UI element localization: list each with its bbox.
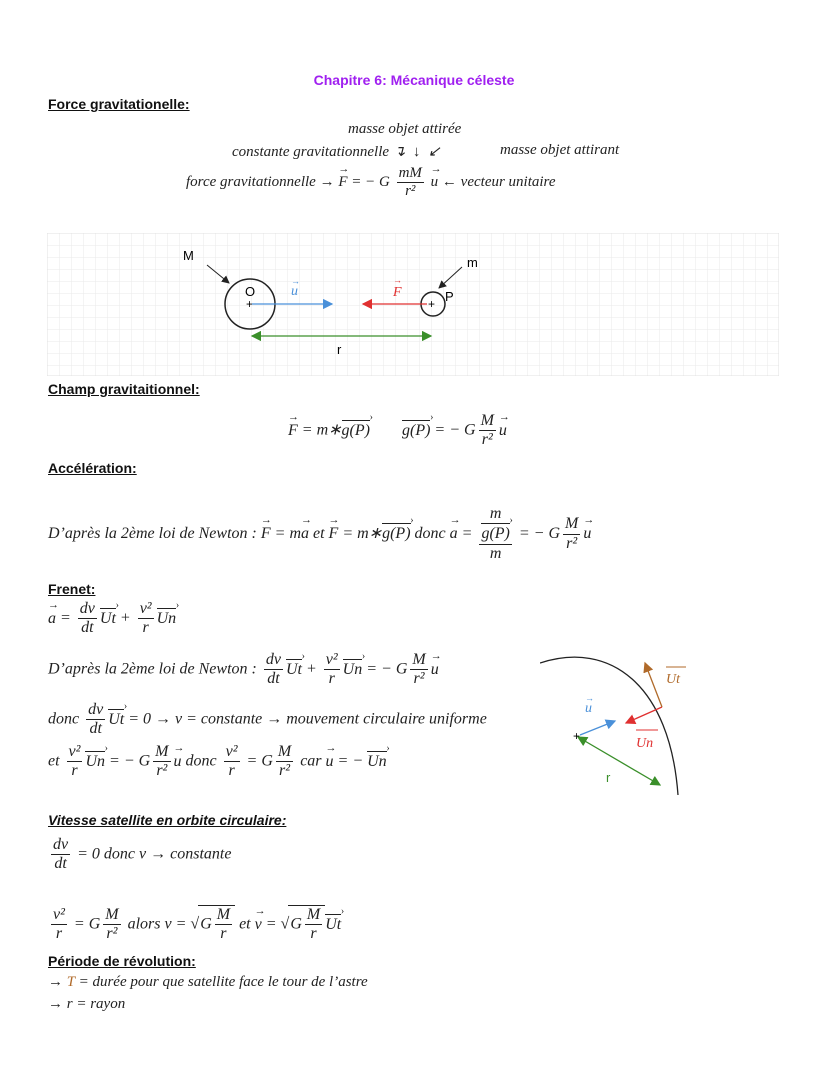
formula-vitesse-1: $\frac{dv}{dt}$ = 0 donc v → constante bbox=[53, 836, 232, 873]
svg-text:+: + bbox=[428, 297, 436, 311]
periode-item-T: → T = durée pour que satellite face le tour de l’astre bbox=[48, 974, 368, 990]
label-masse-attirant: masse objet attirant bbox=[500, 142, 620, 158]
orbit-u-vector bbox=[580, 721, 615, 735]
orbit-label-ut: Ut bbox=[666, 672, 680, 687]
formula-vitesse-2: $\frac{\text{v²}}{r}$ = G $\frac{M}{\text{r²}}$ alors v = √G $\frac{M}{r}$ et → v = √G $\frac{M}{r}$ Ut › bbox=[48, 905, 341, 944]
label-vecteur-unitaire: vecteur unitaire bbox=[460, 174, 556, 191]
svg-text:+: + bbox=[246, 297, 254, 311]
label-M: M bbox=[183, 248, 194, 263]
label-F: F bbox=[393, 285, 402, 300]
constante-2: constante bbox=[170, 845, 232, 863]
label-u: u bbox=[291, 284, 298, 299]
et-2: et bbox=[239, 915, 251, 933]
orbit-label-un: Un bbox=[636, 736, 654, 751]
formula-frenet-3: donc $\frac{dv}{dt}$ Ut › = 0 → v = constante → mouvement circulaire uniforme bbox=[48, 701, 487, 739]
svg-text:→: → bbox=[393, 275, 402, 285]
periode-text-r: rayon bbox=[90, 996, 126, 1012]
car-text: car bbox=[300, 752, 322, 770]
donc-2: donc bbox=[48, 710, 80, 728]
formula-force: force gravitationnelle → → F = − G $\frac{mM}{\text{r²}}$ → u ← vecteur unitaire bbox=[186, 165, 556, 201]
periode-item-r: → r = rayon bbox=[48, 996, 126, 1012]
et-1: et bbox=[48, 752, 60, 770]
heading-vitesse: Vitesse satellite en orbite circulaire: bbox=[48, 812, 287, 828]
gravity-diagram bbox=[47, 233, 779, 376]
label-P: P bbox=[445, 289, 454, 304]
constante-1: constante bbox=[200, 710, 263, 728]
formula-acceleration: D’après la 2ème loi de Newton : → F = m→ a et → F = m∗g(P) › donc → a = m g(P) › m = − G $\frac{M}{\text{r²}}$ → u bbox=[48, 505, 591, 563]
heading-force: Force gravitationelle: bbox=[48, 96, 190, 112]
newton-text-2: D’après la 2ème loi de Newton bbox=[48, 660, 248, 678]
heading-champ: Champ gravitaitionnel: bbox=[48, 381, 200, 397]
alors-text: alors bbox=[127, 915, 161, 933]
donc-3: donc bbox=[185, 752, 217, 770]
label-constante-text: constante gravitationnelle bbox=[232, 144, 390, 160]
orbit-ut-vector bbox=[645, 663, 662, 707]
label-O: O bbox=[245, 284, 256, 299]
svg-text:→: → bbox=[291, 276, 300, 286]
label-force: force gravitationnelle bbox=[186, 174, 316, 191]
heading-periode: Période de révolution: bbox=[48, 953, 196, 969]
orbit-diagram bbox=[540, 645, 700, 805]
formula-frenet-2: D’après la 2ème loi de Newton : $\frac{dv}{dt}$ Ut › + $\frac{\text{v²}}{r}$ Un › = − G $\frac{M}{\text{r²}}$ → u bbox=[48, 651, 439, 689]
mouvement-text: mouvement circulaire uniforme bbox=[286, 710, 487, 728]
donc-1: donc bbox=[414, 524, 446, 542]
formula-champ: → F = m∗g(P) › g(P) › = − G $\frac{M}{\text{r²}}$ → u bbox=[288, 412, 507, 450]
orbit-label-u: u bbox=[585, 701, 592, 716]
periode-sym-r: r bbox=[66, 996, 73, 1012]
label-r: r bbox=[337, 342, 342, 357]
label-m: m bbox=[467, 255, 478, 270]
orbit-un-vector bbox=[626, 707, 662, 723]
donc-4: donc bbox=[103, 845, 136, 863]
svg-text:+: + bbox=[573, 729, 581, 743]
heading-acceleration: Accélération: bbox=[48, 460, 137, 476]
heading-frenet: Frenet: bbox=[48, 581, 96, 597]
formula-frenet-4: et $\frac{\text{v²}}{r}$ Un › = − G $\frac{M}{\text{r²}}$ → u donc $\frac{\text{v²}}{r}$ = G $\frac{M}{\text{r²}}$ car → u = − Un › bbox=[48, 743, 387, 781]
label-masse-attiree: masse objet attirée bbox=[348, 121, 462, 137]
label-constante: constante gravitationnelle ↴ ↓ ↙ bbox=[232, 144, 441, 160]
periode-text-T: durée pour que satellite face le tour de l’astre bbox=[92, 974, 368, 990]
orbit-label-r: r bbox=[606, 770, 611, 785]
formula-frenet-1: → a = $\frac{dv}{dt}$ Ut › + $\frac{\text{v²}}{r}$ Un › bbox=[48, 600, 176, 638]
page-title: Chapitre 6: Mécanique céleste bbox=[313, 72, 515, 88]
newton-text-1: D’après la 2ème loi de Newton bbox=[48, 524, 248, 542]
svg-text:→: → bbox=[585, 693, 594, 703]
periode-sym-T: T bbox=[66, 974, 75, 990]
